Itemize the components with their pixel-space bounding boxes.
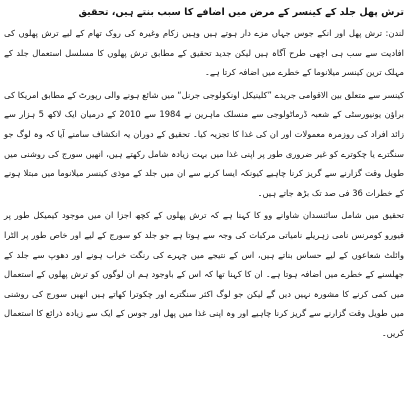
article-headline: ترش پھل جلد کے کینسر کے مرض میں اضافے کا سبب بنتے ہیں، تحقیق <box>78 7 404 18</box>
article-paragraph-study: کینسر سے متعلق بین الاقوامی جریدے ”کلینیکل اونکولوجی جرنل“ میں شائع ہونے والی رپورٹ کے مطابق امریکا کی براؤن یونیورسٹی کے شعبہ ڈرماٹولوجی سے منسلک ماہرین نے 1984 سے 2010 کے درمیان ایک لاکھ 5 ہزار سے زائد افراد کی روزمرہ معمولات اور ان کی غذا کا تجزیہ کیا۔ تحقیق کے دوران یہ انکشاف سامنے آیا کہ وہ لوگ جو سنگترے یا چکوترے کو غیر ضروری طور پر اپنی غذا میں بہت زیادہ شامل رکھتے ہیں، انھیں سورج کی روشنی میں طویل وقت گزارنے سے گریز کرنا چاہیے کیونکہ ایسا کرنے سے ان میں جلد کے موذی کینسر میلانوما میں مبتلا ہونے کے خطرات 36 فی صد تک بڑھ جاتے ہیں۔ <box>4 89 405 198</box>
article-paragraph-intro: لندن: ترش پھل اور انکے جوس جہاں مزے دار ہوتے ہیں وہیں زکام وغیرہ کی روک تھام کے لیے ترش پھلوں کی افادیت سے سب ہی اچھی طرح آگاہ ہیں لیکن جدید تحقیق کے مطابق ترش پھلوں کا مسلسل استعمال جلد کے مہلک ترین کینسر میلانوما کے خطرے میں اضافہ کرتا ہے۔ <box>4 28 404 78</box>
article-paragraph-scientist-quote: تحقیق میں شامل سائنسدان شاوانے وو کا کہنا ہے کہ ترش پھلوں کے کچھ اجزا ان میں موجود کیمیکل طور پر فیورو کومرنس نامی زہریلے نامیاتی مرکبات کی وجہ سے ہوتا ہے جو جلد کو سورج کے لیے اور خاص طور پر الٹرا وائلٹ شعاعوں کے لیے حساس بناتے ہیں، اس کے نتیجے میں چہرے کی رنگت خراب ہونے اور دھوپ سے جلد کے جھلسنے کے خطرے میں اضافہ ہوتا ہے۔ ان کا کہنا تھا کہ اس کے باوجود ہم ان لوگوں کو ترش پھلوں کے استعمال میں کمی کرنے کا مشورہ نہیں دیں گے لیکن جو لوگ اکثر سنگترے اور چکوترا کھاتے ہیں انھیں سورج کی روشنی میں طویل وقت گزارنے سے گریز کرنا چاہیے اور وہ اپنی غذا میں پھل اور جوس کے ایک سے زیادہ ذرائع کا استعمال کریں۔ <box>4 210 404 338</box>
